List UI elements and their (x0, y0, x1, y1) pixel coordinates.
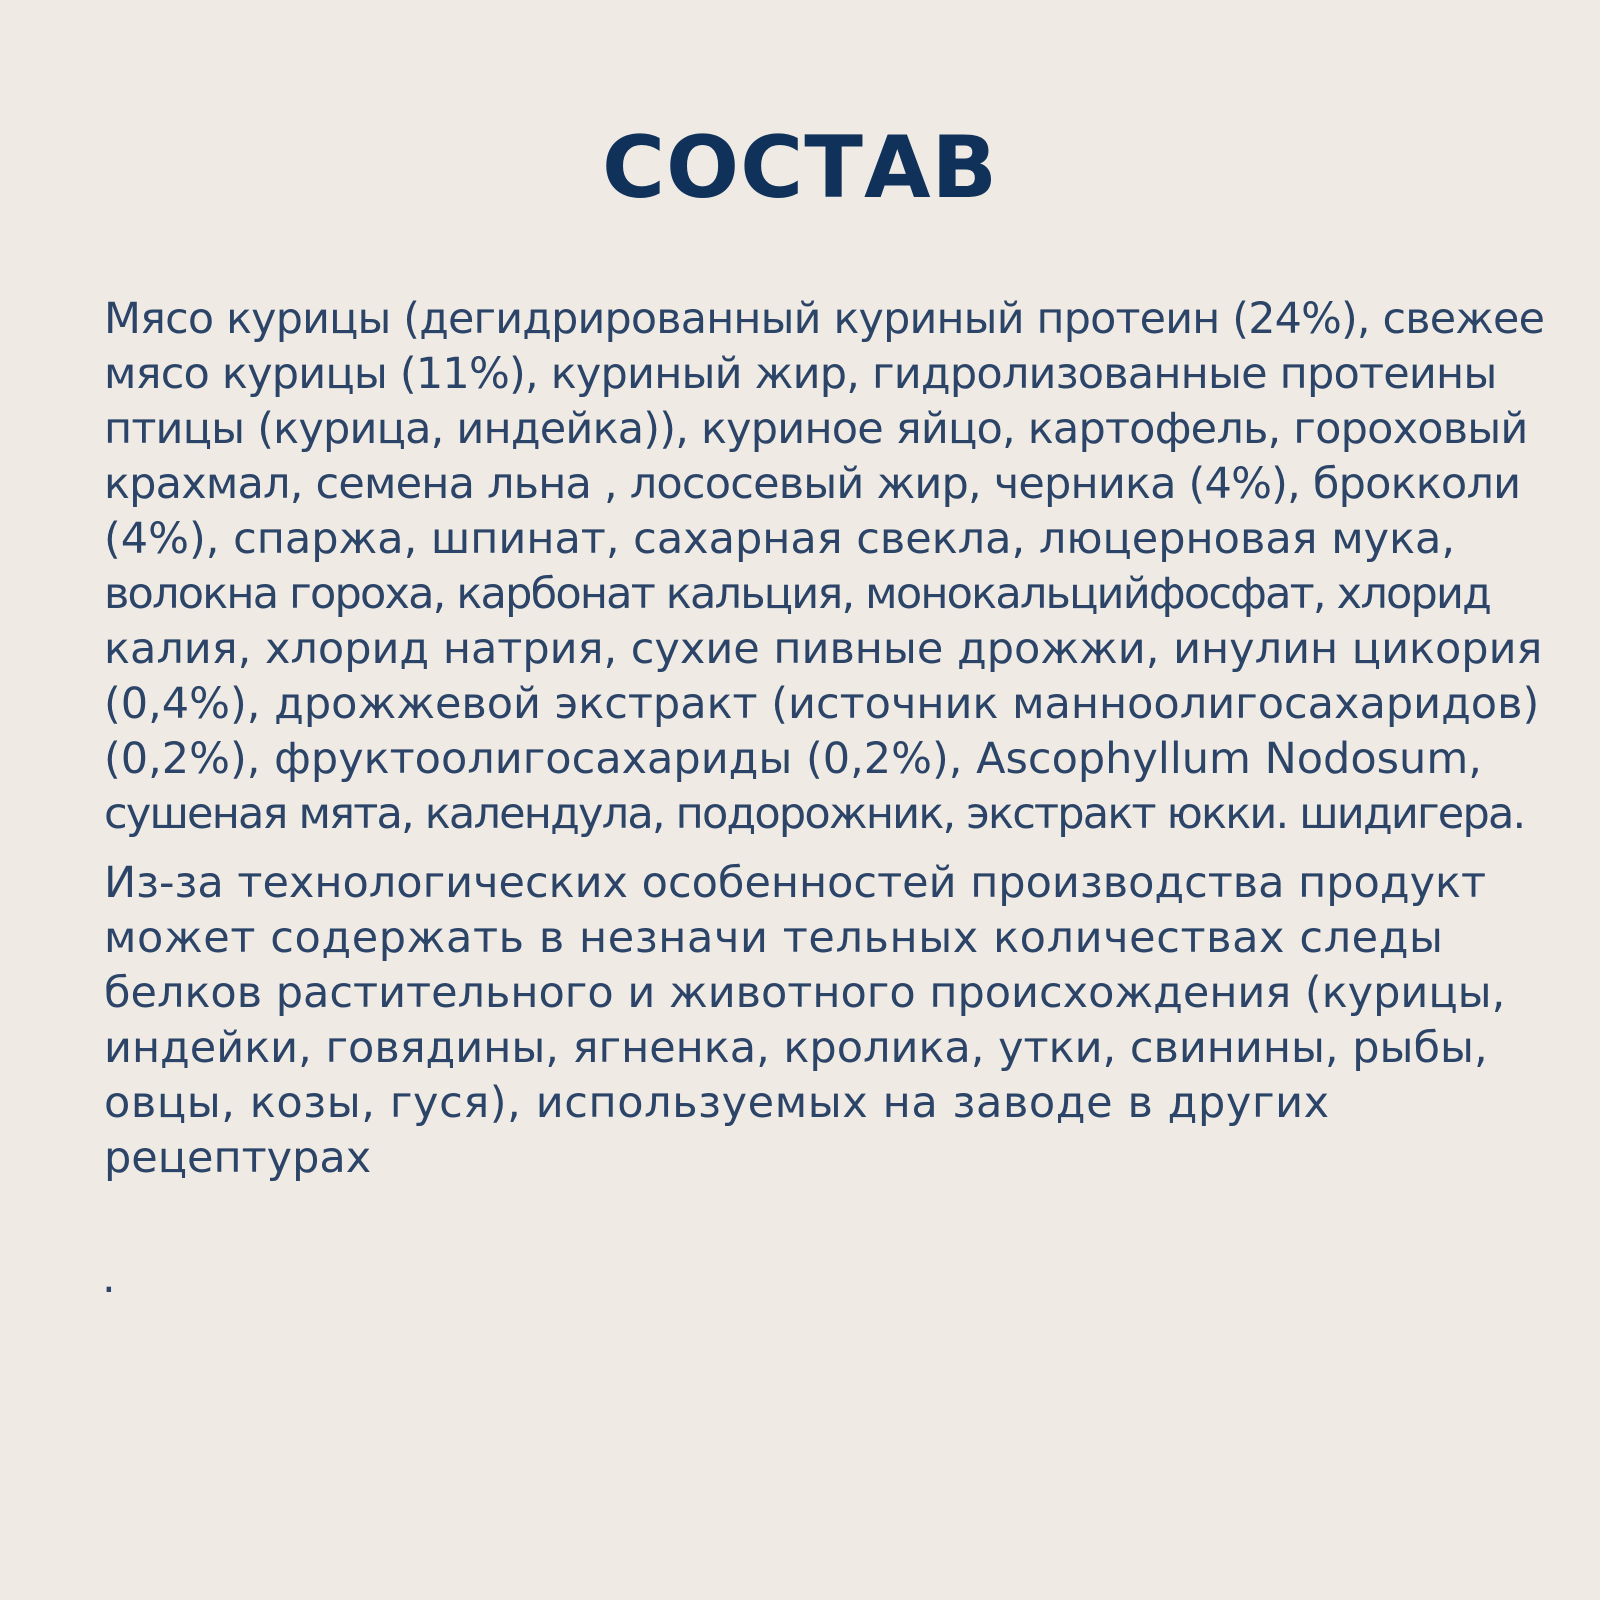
notice-line: индейки, говядины, ягненка, кролика, утки, свинины, рыбы, (104, 1023, 1488, 1073)
ingredients-line: волокна гороха, карбонат кальция, монокальцийфосфат, хлорид (104, 569, 1491, 619)
ingredients-line: калия, хлорид натрия, сухие пивные дрожжи, инулин цикория (104, 624, 1543, 674)
ingredients-paragraph (104, 292, 1544, 842)
ingredients-line: крахмал, семена льна , лососевый жир, черника (4%), брокколи (104, 459, 1521, 509)
notice-line: может содержать в незначи тельных количествах следы (104, 913, 1444, 963)
ingredients-line: Мясо курицы (дегидрированный куриный протеин (24%), свежее (104, 294, 1545, 344)
allergen-notice-paragraph (104, 856, 1544, 1186)
footer-dot: . (102, 1253, 116, 1303)
notice-line: овцы, козы, гуся), используемых на заводе в других (104, 1078, 1330, 1128)
ingredients-line: птицы (курица, индейка)), куриное яйцо, картофель, гороховый (104, 404, 1528, 454)
ingredients-line: (0,2%), фруктоолигосахариды (0,2%), Ascophyllum Nodosum, (104, 734, 1482, 784)
ingredients-line: мясо курицы (11%), куриный жир, гидролизованные протеины (104, 349, 1497, 399)
notice-line: Из-за технологических особенностей производства продукт (104, 858, 1487, 908)
ingredients-line: (0,4%), дрожжевой экстракт (источник манноолигосахаридов) (104, 679, 1540, 729)
notice-line: белков растительного и животного происхождения (курицы, (104, 968, 1506, 1018)
page-title: СОСТАВ (601, 118, 999, 218)
notice-line: рецептурах (104, 1133, 372, 1183)
ingredients-line: сушеная мята, календула, подорожник, экстракт юкки. шидигера. (104, 789, 1525, 839)
ingredients-line: (4%), спаржа, шпинат, сахарная свекла, люцерновая мука, (104, 514, 1456, 564)
